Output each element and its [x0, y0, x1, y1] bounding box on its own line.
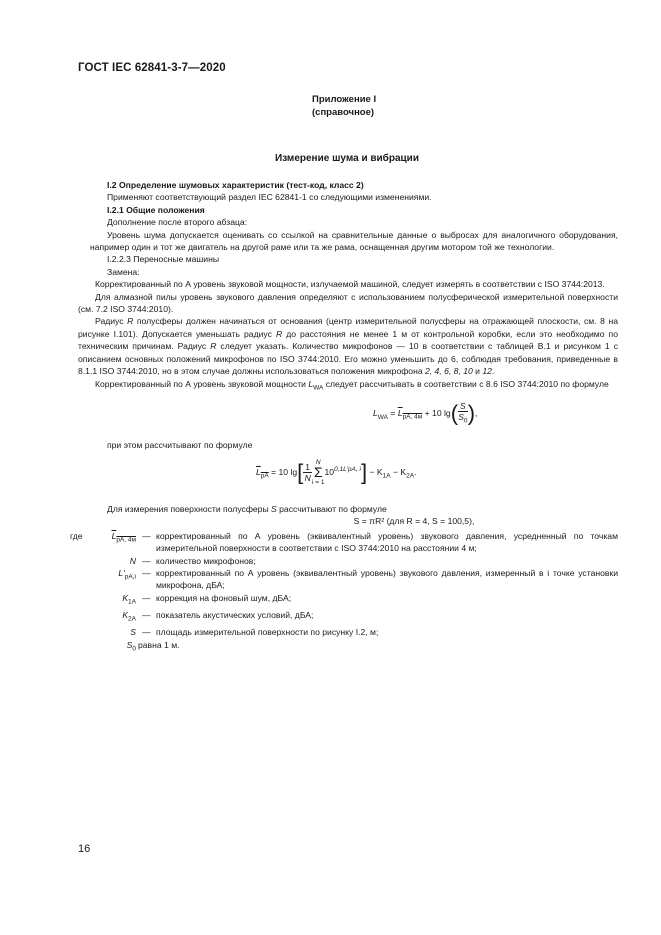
paragraph: Применяют соответствующий раздел IEC 62841-1 со следующими изменениями.: [107, 192, 432, 203]
where-item: S — площадь измерительной поверхности по рисунку I.2, м;: [130, 627, 379, 638]
formula-lpa: $L_{pA} = 10$ lg[ $\frac{1}{N}$ N Σ i = 1 $10^{0,1L'pA, i}] - K_{1A} - K_{2A}$.: [256, 459, 417, 487]
subsection-i21-heading: I.2.1 Общие положения: [107, 204, 205, 215]
standard-header: ГОСТ IEC 62841-3-7—2020: [78, 62, 226, 74]
where-item: N — количество микрофонов;: [129, 555, 256, 566]
where-item: $K_{1A}$ — коррекция на фоновый шум, дБА;: [122, 592, 292, 606]
paragraph: Корректированный по А уровень звуковой мощности $L_{WA}$ следует рассчитывать в соответствии с 8.6 ISO 3744:2010 по формуле: [95, 378, 609, 392]
formula-lwa: $L_{WA} = L_{pA, 4м} + 10$ lg( $\frac{S}{S_0}$ ),: [373, 400, 478, 426]
paragraph: Для измерения поверхности полусферы S рассчитывают по формуле: [107, 504, 387, 515]
annex-title: Приложение I: [312, 94, 377, 105]
document-body: [70, 179, 618, 656]
subsection-i2-heading: I.2 Определение шумовых характеристик (тест-код, класс 2): [107, 180, 364, 190]
page-number: 16: [78, 843, 91, 855]
paragraph: Замена:: [107, 266, 140, 277]
paragraph: Дополнение после второго абзаца:: [107, 217, 248, 228]
where-item: $K_{2A}$ — показатель акустических условий, дБА;: [122, 610, 314, 623]
subsection-i223-heading: I.2.2.3 Переносные машины: [107, 254, 220, 265]
annex-type: (справочное): [312, 107, 375, 118]
section-title: Измерение шума и вибрации: [275, 153, 419, 164]
radius-paragraph: Радиус R полусферы должен начинаться от основания (центр измерительной полусферы на отражающей плоскости, см. 8 на рисунке I.101). Допускается уменьшать радиус R до расстояния не менее 1 м от контрольной коробки, если это необходимо по техническим причинам. Радиус R следует указать. Количество микрофонов — 10 в соответствии с таблицей B.1 и рисунком 1 с описанием основных положений микрофонов по ISO 3744:2010. Его можно уменьшить до 6, соблюдая требования, приведенные в 8.1.1 ISO 3744:2010, но в этом случае должны использоваться положения микрофона 2, 4, 6, 8, 10 и 12.: [78, 316, 618, 377]
paragraph: Корректированный по А уровень звуковой мощности, излучаемой машиной, следует измерять в соответствии с ISO 3744:2013.: [95, 279, 605, 290]
annex-heading: [312, 93, 376, 119]
paragraph: Уровень шума допускается оценивать со ссылкой на сравнительные данные о выбросах для аналогичного оборудования, например один и тот же двигатель на другой раме или та же рама, оснащенная другим мотором той же технологии.: [90, 229, 618, 253]
where-item: $L'_{pA,i}$ — корректированный по А уровень (эквивалентный уровень) звукового давления, измеренный в i точке установки микрофона, дБА;: [118, 568, 618, 591]
paragraph: Для алмазной пилы уровень звукового давления определяют с использованием полусферической измерительной поверхности (см. 7.2 ISO 3744:2010).: [78, 291, 618, 315]
formula-surface: S = πR² (для R = 4, S = 100,5),: [353, 516, 475, 527]
where-list: [70, 530, 618, 656]
paragraph: при этом рассчитывают по формуле: [107, 439, 253, 450]
where-item: $S_0$ равна 1 м.: [126, 639, 180, 653]
where-item: где $L_{pA, 4м}$ — корректированный по А уровень (эквивалентный уровень) звукового давления, усредненный по точкам измерительной поверхности в соответствии с ISO 3744:2010 на расстоянии 4 м;: [70, 530, 618, 554]
